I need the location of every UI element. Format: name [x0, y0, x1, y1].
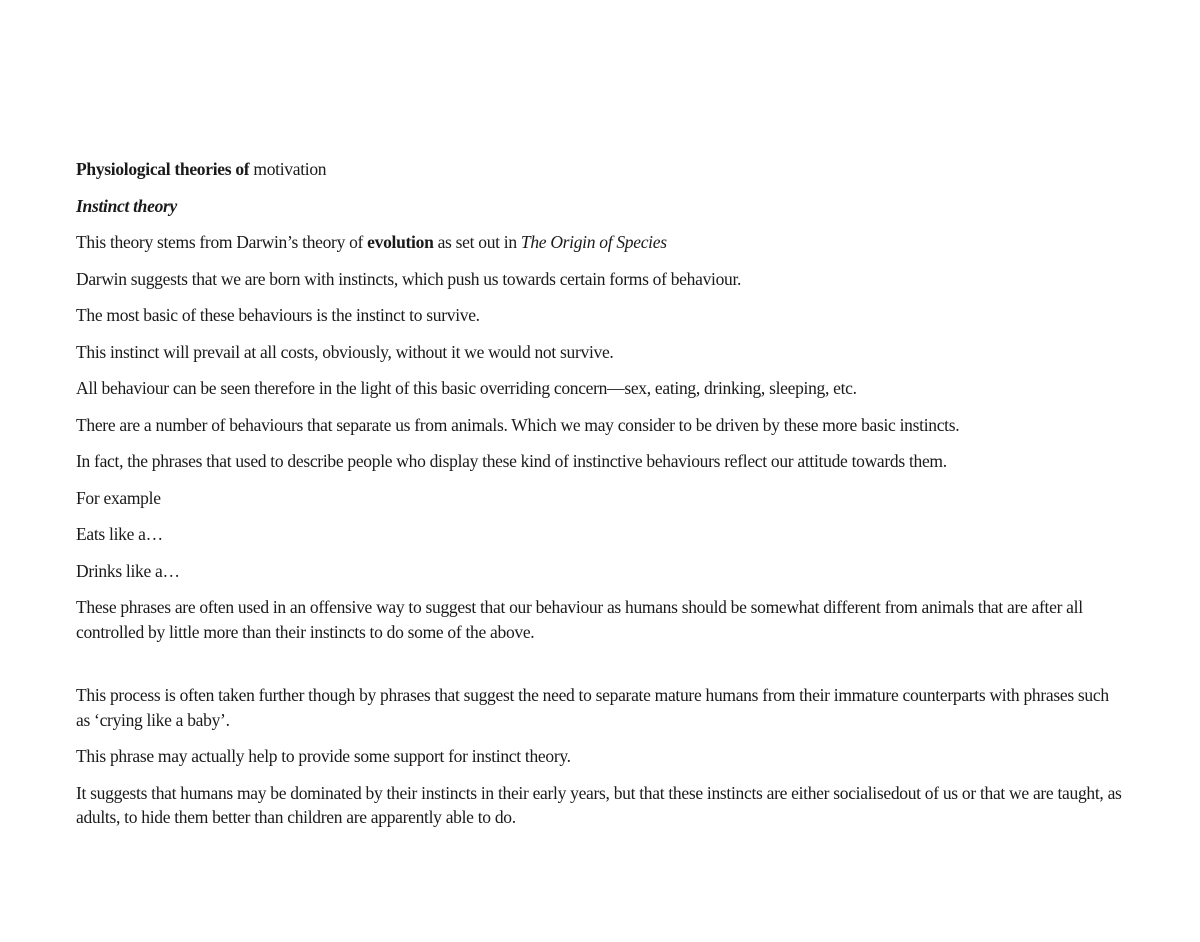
evolution-term: evolution	[367, 232, 434, 252]
book-title: The Origin of Species	[520, 232, 667, 252]
paragraph: For example	[76, 487, 161, 508]
paragraph: Eats like a…	[76, 524, 163, 544]
heading-plain-part: motivation	[249, 159, 327, 179]
paragraph: Darwin suggests that we are born with instincts, which push us towards certain forms of behaviour.	[76, 268, 742, 289]
paragraph: This phrase may actually help to provide some support for instinct theory.	[76, 746, 571, 766]
paragraph: This instinct will prevail at all costs, obviously, without it we would not survive.	[76, 341, 614, 362]
paragraph: In fact, the phrases that used to describe people who display these kind of instinctive behaviours reflect our attitude towards them.	[76, 451, 947, 471]
paragraph-origin-text-a: This theory stems from Darwin’s theory of	[76, 232, 368, 252]
paragraph: This process is often taken further though by phrases that suggest the need to separate mature humans from their immature counterparts with phrases such as ‘crying like a baby’.	[76, 685, 1109, 730]
paragraph: The most basic of these behaviours is the instinct to survive.	[76, 305, 480, 325]
document-page	[76, 157, 1126, 842]
paragraph: Drinks like a…	[76, 560, 180, 581]
paragraph-origin-text-b: as set out in	[433, 232, 521, 252]
heading-bold-part: Physiological theories of	[76, 159, 250, 179]
section-subheading: Instinct theory	[76, 195, 178, 216]
paragraph: All behaviour can be seen therefore in the light of this basic overriding concern—sex, eating, drinking, sleeping, etc.	[76, 378, 857, 398]
paragraph-origin	[76, 230, 1126, 255]
paragraph: There are a number of behaviours that separate us from animals. Which we may consider to be driven by these more basic instincts.	[76, 414, 960, 435]
paragraph: These phrases are often used in an offensive way to suggest that our behaviour as humans should be somewhat different from animals that are after all controlled by little more than their instincts to do some of the above.	[76, 597, 1083, 642]
paragraph: It suggests that humans may be dominated by their instincts in their early years, but that these instincts are either socialisedout of us or that we are taught, as adults, to hide them better than children are apparently able to do.	[76, 782, 1122, 827]
document-heading	[76, 157, 1126, 182]
